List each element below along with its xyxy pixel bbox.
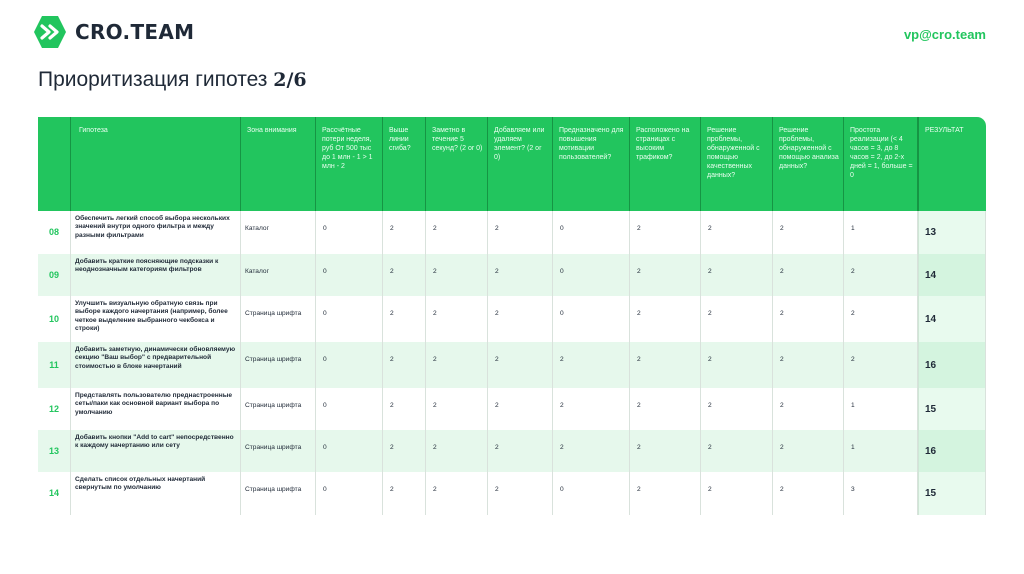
slide-page-indicator: 2/6 [273,69,307,91]
score-losses: 0 [316,388,383,430]
header-add-remove: Добавляем или удаляем элемент? (2 or 0) [488,117,553,211]
score-high-traffic: 2 [630,296,701,342]
score-add-remove: 2 [488,296,553,342]
score-above-fold: 2 [383,254,426,296]
score-qualitative: 2 [701,211,773,254]
slide-title [38,68,307,92]
score-above-fold: 2 [383,430,426,472]
table-body [38,211,986,515]
score-visible-5s: 2 [426,211,488,254]
result-value: 16 [918,342,986,388]
row-number: 13 [38,430,71,472]
score-visible-5s: 2 [426,254,488,296]
table-header-row [38,117,986,211]
header-hypothesis: Гипотеза [71,117,241,211]
score-add-remove: 2 [488,472,553,515]
score-visible-5s: 2 [426,342,488,388]
table-row [38,472,986,515]
score-above-fold: 2 [383,342,426,388]
score-add-remove: 2 [488,388,553,430]
score-simplicity: 1 [844,211,918,254]
score-above-fold: 2 [383,296,426,342]
score-motivation: 0 [553,472,630,515]
brand-logo-icon [32,14,68,50]
hypothesis-text: Сделать список отдельных начертаний свернутым по умолчанию [71,472,241,515]
hypothesis-text: Обеспечить легкий способ выбора нескольких значений внутри одного фильтра и между разными фильтрами [71,211,241,254]
score-add-remove: 2 [488,430,553,472]
row-number: 09 [38,254,71,296]
result-value: 13 [918,211,986,254]
row-number: 14 [38,472,71,515]
header-motivation: Предназначено для повышения мотивации пользователей? [553,117,630,211]
score-high-traffic: 2 [630,254,701,296]
score-visible-5s: 2 [426,472,488,515]
score-qualitative: 2 [701,254,773,296]
result-value: 14 [918,296,986,342]
score-losses: 0 [316,296,383,342]
attention-zone: Страница шрифта [241,342,316,388]
score-above-fold: 2 [383,388,426,430]
brand-name: CRO.TEAM [75,20,195,44]
score-simplicity: 2 [844,254,918,296]
score-add-remove: 2 [488,211,553,254]
header-analytics: Решение проблемы, обнаруженной с помощью анализа данных? [773,117,844,211]
score-simplicity: 2 [844,296,918,342]
header-result: РЕЗУЛЬТАТ [918,117,986,211]
result-value: 16 [918,430,986,472]
score-high-traffic: 2 [630,430,701,472]
score-losses: 0 [316,211,383,254]
hypothesis-text: Добавить краткие поясняющие подсказки к неоднозначным категориям фильтров [71,254,241,296]
header-zone: Зона внимания [241,117,316,211]
attention-zone: Страница шрифта [241,296,316,342]
score-analytics: 2 [773,388,844,430]
hypothesis-text: Представлять пользователю преднастроенные сеты/паки как основной вариант выбора по умолчанию [71,388,241,430]
score-high-traffic: 2 [630,211,701,254]
score-simplicity: 1 [844,430,918,472]
score-simplicity: 2 [844,342,918,388]
score-analytics: 2 [773,472,844,515]
result-value: 15 [918,388,986,430]
score-motivation: 0 [553,296,630,342]
score-losses: 0 [316,430,383,472]
row-number: 10 [38,296,71,342]
header-high-traffic: Расположено на страницах с высоким трафиком? [630,117,701,211]
score-motivation: 2 [553,388,630,430]
table-row [38,342,986,388]
score-high-traffic: 2 [630,342,701,388]
score-motivation: 2 [553,342,630,388]
score-qualitative: 2 [701,342,773,388]
header-above-fold: Выше линии сгиба? [383,117,426,211]
slide-title-text: Приоритизация гипотез [38,68,274,91]
score-losses: 0 [316,342,383,388]
hypothesis-text: Добавить кнопки "Add to cart" непосредственно к каждому начертанию или сету [71,430,241,472]
attention-zone: Страница шрифта [241,430,316,472]
score-above-fold: 2 [383,472,426,515]
score-losses: 0 [316,254,383,296]
table-row [38,430,986,472]
score-qualitative: 2 [701,472,773,515]
result-value: 15 [918,472,986,515]
score-analytics: 2 [773,254,844,296]
header-qualitative: Решение проблемы, обнаруженной с помощью качественных данных? [701,117,773,211]
score-add-remove: 2 [488,254,553,296]
table-row [38,254,986,296]
score-qualitative: 2 [701,430,773,472]
score-analytics: 2 [773,430,844,472]
brand-logo[interactable] [32,14,194,50]
score-above-fold: 2 [383,211,426,254]
score-visible-5s: 2 [426,296,488,342]
score-qualitative: 2 [701,296,773,342]
score-high-traffic: 2 [630,472,701,515]
score-analytics: 2 [773,342,844,388]
score-analytics: 2 [773,296,844,342]
header-simplicity: Простота реализации (< 4 часов = 3, до 8 часов = 2, до 2-х дней = 1, больше = 0 [844,117,918,211]
table-row [38,296,986,342]
hypothesis-text: Улучшить визуальную обратную связь при выборе каждого начертания (например, более четкое выделение выбранного чекбокса и строки) [71,296,241,342]
hypothesis-text: Добавить заметную, динамически обновляемую секцию "Ваш выбор" с предварительной стоимостью в блоке начертаний [71,342,241,388]
attention-zone: Каталог [241,211,316,254]
header-losses: Рассчётные потери неделя, руб От 500 тыс до 1 млн - 1 > 1 млн - 2 [316,117,383,211]
contact-email[interactable]: vp@cro.team [903,27,986,42]
score-motivation: 0 [553,254,630,296]
score-add-remove: 2 [488,342,553,388]
score-visible-5s: 2 [426,430,488,472]
row-number: 11 [38,342,71,388]
table-row [38,388,986,430]
score-visible-5s: 2 [426,388,488,430]
score-qualitative: 2 [701,388,773,430]
score-analytics: 2 [773,211,844,254]
score-motivation: 2 [553,430,630,472]
result-value: 14 [918,254,986,296]
header-visible-5s: Заметно в течение 5 секунд? (2 or 0) [426,117,488,211]
score-simplicity: 1 [844,388,918,430]
header-number [38,117,71,211]
attention-zone: Страница шрифта [241,388,316,430]
score-losses: 0 [316,472,383,515]
score-motivation: 0 [553,211,630,254]
row-number: 08 [38,211,71,254]
row-number: 12 [38,388,71,430]
attention-zone: Каталог [241,254,316,296]
score-simplicity: 3 [844,472,918,515]
table-row [38,211,986,254]
score-high-traffic: 2 [630,388,701,430]
attention-zone: Страница шрифта [241,472,316,515]
hypothesis-table [38,117,986,515]
